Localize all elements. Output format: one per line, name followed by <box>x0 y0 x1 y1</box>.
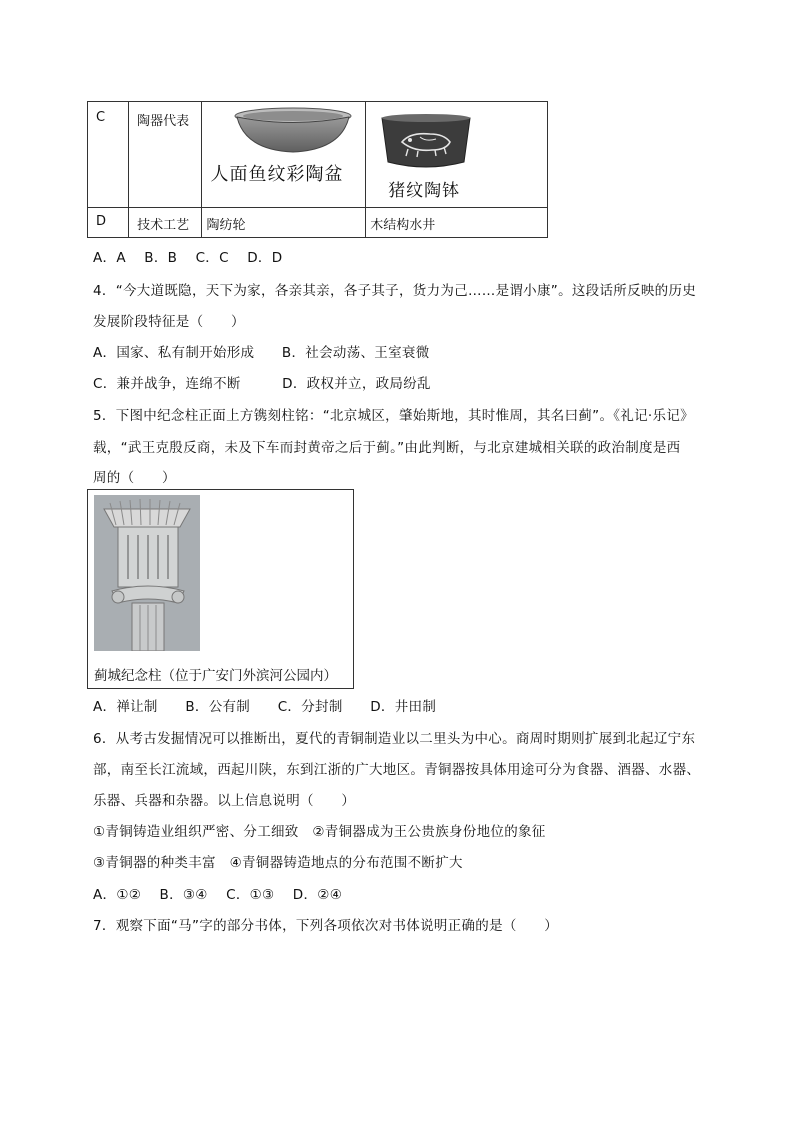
q6-statements-12: ①青铜铸造业组织严密、分工细致 ②青铜器成为王公贵族身份地位的象征 <box>93 824 546 840</box>
row-category: 陶器代表 <box>129 102 202 208</box>
q4-stem-line2: 发展阶段特征是（ ） <box>93 314 245 330</box>
painted-pottery-basin-image <box>233 106 353 154</box>
q5-stem-line3: 周的（ ） <box>93 470 176 486</box>
q5-stem-line1: 5．下图中纪念柱正面上方镌刻柱铭：“北京城区，肇始斯地，其时惟周，其名曰蓟”。《礼记·乐记》 <box>93 408 694 424</box>
spindle-whorl-cell: 陶纺轮 <box>202 208 366 238</box>
row-category: 技术工艺 <box>129 208 202 238</box>
memorial-pillar-figure <box>87 489 354 689</box>
q5-options: A．禅让制 B．公有制 C．分封制 D．井田制 <box>93 699 437 715</box>
pottery-basin-cell <box>202 102 366 208</box>
q6-stem-line1: 6．从考古发掘情况可以推断出，夏代的青铜制造业以二里头为中心。商周时期则扩展到北起辽宁东 <box>93 731 696 747</box>
basin-caption: 人面鱼纹彩陶盆 <box>210 164 344 185</box>
q5-stem-line2: 载，“武王克殷反商，未及下车而封黄帝之后于蓟。”由此判断，与北京建城相关联的政治制度是西 <box>93 440 681 456</box>
answer-table <box>87 101 548 238</box>
table-row-c <box>88 102 548 208</box>
pillar-caption: 蓟城纪念柱（位于广安门外滨河公园内） <box>94 668 337 684</box>
q3-options: A．A B．B C．C D．D <box>93 250 283 266</box>
q4-options-ab: A．国家、私有制开始形成 B．社会动荡、王室衰微 <box>93 345 430 361</box>
table-row-d <box>88 208 548 238</box>
q4-options-cd: C．兼并战争，连绵不断 D．政权并立，政局纷乱 <box>93 376 431 392</box>
row-letter: D <box>88 208 129 238</box>
wooden-well-cell: 木结构水井 <box>366 208 548 238</box>
pig-bowl-cell <box>366 102 548 208</box>
row-letter: C <box>88 102 129 208</box>
jicheng-memorial-pillar-image <box>94 495 200 651</box>
q6-stem-line2: 部，南至长江流域，西起川陕，东到江浙的广大地区。青铜器按具体用途可分为食器、酒器、水器、 <box>93 762 701 778</box>
pig-bowl-caption: 猪纹陶钵 <box>388 181 461 201</box>
pig-pattern-bowl-image <box>380 112 472 174</box>
q4-stem-line1: 4．“今大道既隐，天下为家，各亲其亲，各子其子，货力为己……是谓小康”。这段话所反映的历史 <box>93 283 697 299</box>
q6-options: A．①② B．③④ C．①③ D．②④ <box>93 887 343 903</box>
q7-stem-line1: 7．观察下面“马”字的部分书体，下列各项依次对书体说明正确的是（ ） <box>93 918 559 934</box>
q6-statements-34: ③青铜器的种类丰富 ④青铜器铸造地点的分布范围不断扩大 <box>93 855 463 871</box>
q6-stem-line3: 乐器、兵器和杂器。以上信息说明（ ） <box>93 793 356 809</box>
